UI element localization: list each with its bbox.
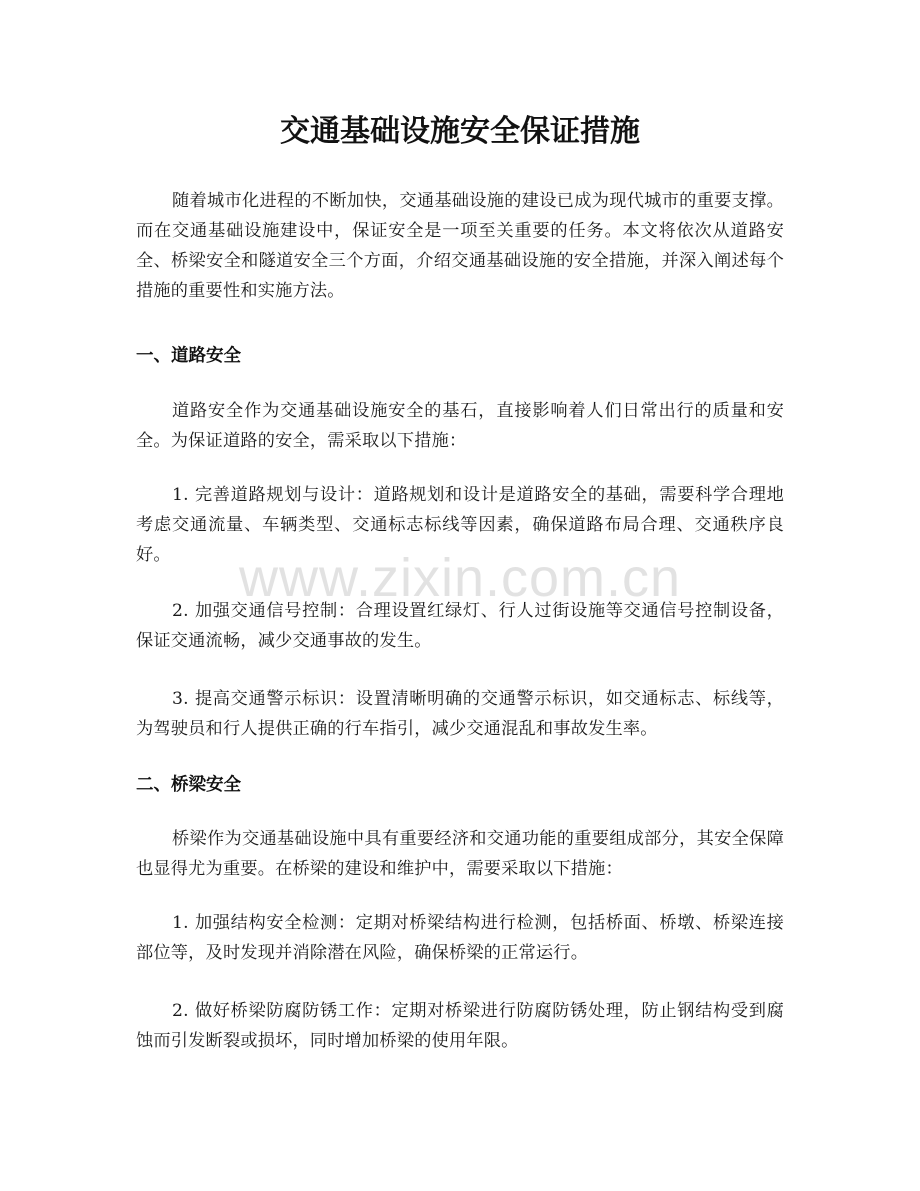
road-item-3: 3. 提高交通警示标识：设置清晰明确的交通警示标识，如交通标志、标线等，为驾驶员和行人提供正确的行车指引，减少交通混乱和事故发生率。: [136, 689, 784, 739]
watermark: www.zixin.com.cn: [238, 548, 682, 608]
document-title: 交通基础设施安全保证措施: [280, 114, 640, 149]
road-intro-paragraph: 道路安全作为交通基础设施安全的基石，直接影响着人们日常出行的质量和安全。为保证道路的安全，需采取以下措施：: [136, 401, 784, 451]
section-heading-bridge: 二、桥梁安全: [136, 775, 241, 795]
intro-paragraph: 随着城市化进程的不断加快，交通基础设施的建设已成为现代城市的重要支撑。而在交通基础设施建设中，保证安全是一项至关重要的任务。本文将依次从道路安全、桥梁安全和隧道安全三个方面，介绍交通基础设施的安全措施，并深入阐述每个措施的重要性和实施方法。: [136, 191, 784, 301]
bridge-item-1: 1. 加强结构安全检测：定期对桥梁结构进行检测，包括桥面、桥墩、桥梁连接部位等，及时发现并消除潜在风险，确保桥梁的正常运行。: [136, 913, 784, 963]
section-heading-road: 一、道路安全: [136, 346, 241, 366]
bridge-intro-paragraph: 桥梁作为交通基础设施中具有重要经济和交通功能的重要组成部分，其安全保障也显得尤为重要。在桥梁的建设和维护中，需要采取以下措施：: [136, 829, 784, 879]
bridge-item-2: 2. 做好桥梁防腐防锈工作：定期对桥梁进行防腐防锈处理，防止钢结构受到腐蚀而引发断裂或损坏，同时增加桥梁的使用年限。: [136, 1001, 784, 1051]
road-item-1: 1. 完善道路规划与设计：道路规划和设计是道路安全的基础，需要科学合理地考虑交通流量、车辆类型、交通标志标线等因素，确保道路布局合理、交通秩序良好。: [136, 485, 784, 565]
road-item-2: 2. 加强交通信号控制：合理设置红绿灯、行人过街设施等交通信号控制设备，保证交通流畅，减少交通事故的发生。: [136, 601, 784, 651]
